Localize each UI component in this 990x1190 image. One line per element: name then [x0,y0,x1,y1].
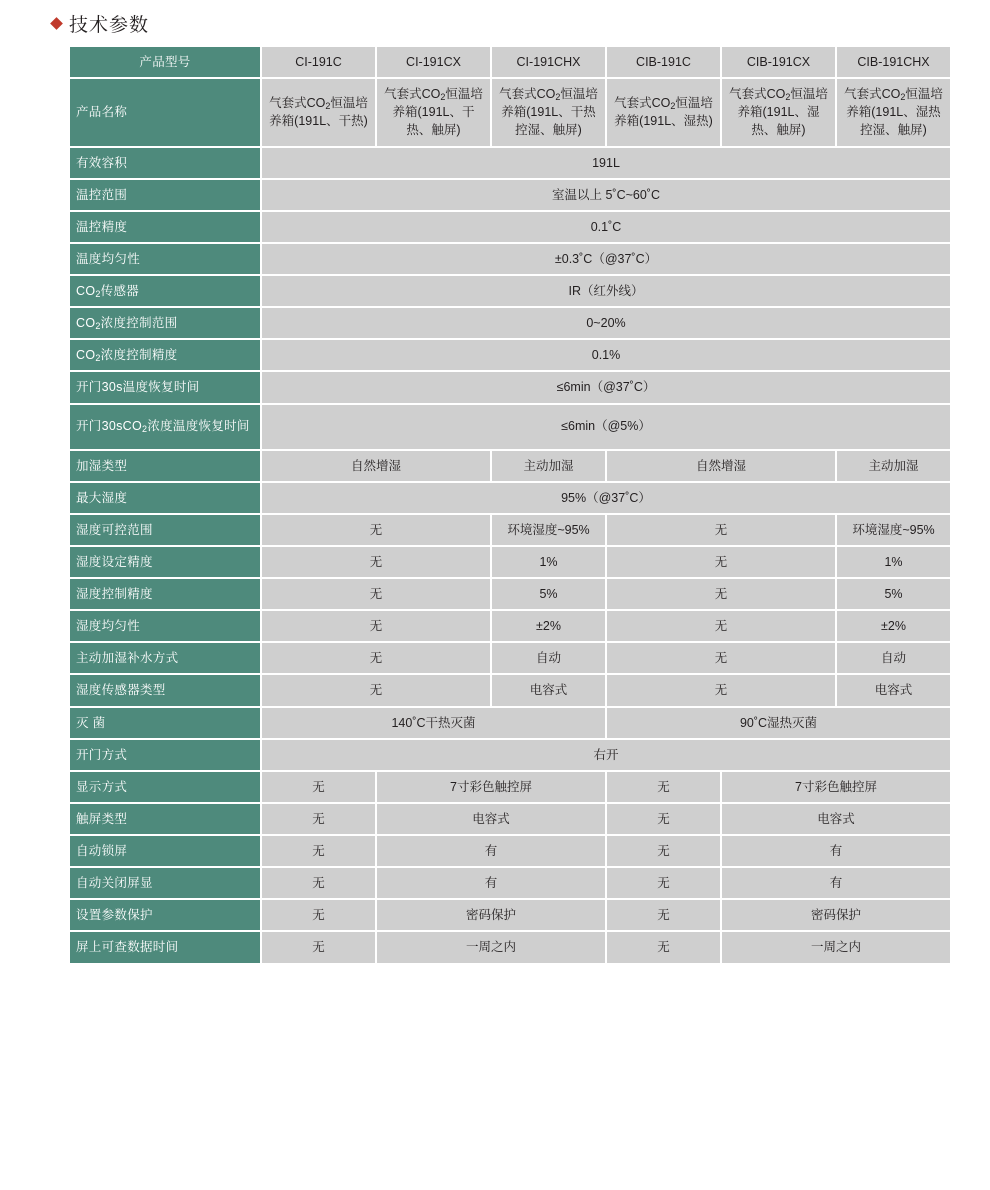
table-row [70,308,950,338]
row-label: $CO_2$传感器 [70,276,260,306]
cell-r24-c3: 无 [607,900,720,930]
row-label: 屏上可查数据时间 [70,932,260,962]
cell-r13-c1: 无 [262,547,490,577]
model-header-3: CI-191CHX [492,47,605,77]
cell-r13-c3: 无 [607,547,835,577]
cell-r23-c3: 无 [607,868,720,898]
cell-r16-c2: 自动 [492,643,605,673]
cell-r10-c3: 自然增湿 [607,451,835,481]
cell-r24-c4: 密码保护 [722,900,950,930]
cell-r23-c2: 有 [377,868,605,898]
table-row [70,276,950,306]
cell-r21-c4: 电容式 [722,804,950,834]
cell-r14-c2: 5% [492,579,605,609]
cell-r21-c3: 无 [607,804,720,834]
cell-r10-c1: 自然增湿 [262,451,490,481]
table-row [70,675,950,705]
page-title-label: 技术参数 [69,15,150,36]
row-label: 温控范围 [70,180,260,210]
table-row [70,611,950,641]
cell-r14-c4: 5% [837,579,950,609]
cell-r6-c1: 0~20% [262,308,950,338]
cell-r11-c1: 95%（@37˚C） [262,483,950,513]
table-row [70,868,950,898]
table-row [70,451,950,481]
cell-r25-c4: 一周之内 [722,932,950,962]
cell-r23-c1: 无 [262,868,375,898]
page-title [0,0,990,45]
cell-r20-c3: 无 [607,772,720,802]
table-row [70,804,950,834]
cell-r24-c1: 无 [262,900,375,930]
cell-r25-c1: 无 [262,932,375,962]
table-row [70,515,950,545]
model-header-5: CIB-191CX [722,47,835,77]
table-row [70,772,950,802]
row-label: 有效容积 [70,148,260,178]
row-label: 产品名称 [70,79,260,145]
cell-r12-c2: 环境湿度~95% [492,515,605,545]
cell-r15-c1: 无 [262,611,490,641]
cell-r21-c2: 电容式 [377,804,605,834]
table-row [70,340,950,370]
cell-r20-c2: 7寸彩色触控屏 [377,772,605,802]
row-label: 湿度可控范围 [70,515,260,545]
cell-r1-c1: 191L [262,148,950,178]
table-row [70,79,950,145]
row-label: 开门30s温度恢复时间 [70,372,260,402]
cell-r3-c1: 0.1˚C [262,212,950,242]
cell-r22-c4: 有 [722,836,950,866]
product-name-4: 气套式$CO_2$恒温培养箱(191L、湿热) [607,79,720,145]
row-label: 自动关闭屏显 [70,868,260,898]
row-label: 显示方式 [70,772,260,802]
cell-r15-c3: 无 [607,611,835,641]
row-label: 主动加湿补水方式 [70,643,260,673]
cell-r12-c4: 环境湿度~95% [837,515,950,545]
cell-r22-c2: 有 [377,836,605,866]
row-label: 温控精度 [70,212,260,242]
product-name-2: 气套式$CO_2$恒温培养箱(191L、干热、触屏) [377,79,490,145]
model-header-6: CIB-191CHX [837,47,950,77]
row-label: 开门方式 [70,740,260,770]
row-label: 最大湿度 [70,483,260,513]
cell-r9-c1: ≤6min（@5%） [262,405,950,449]
table-row [70,708,950,738]
table-row [70,836,950,866]
cell-r14-c1: 无 [262,579,490,609]
table-row [70,740,950,770]
cell-r23-c4: 有 [722,868,950,898]
product-name-6: 气套式$CO_2$恒温培养箱(191L、湿热控湿、触屏) [837,79,950,145]
row-label: $CO_2$浓度控制精度 [70,340,260,370]
model-header-4: CIB-191C [607,47,720,77]
cell-r15-c4: ±2% [837,611,950,641]
cell-r20-c4: 7寸彩色触控屏 [722,772,950,802]
cell-r4-c1: ±0.3˚C（@37˚C） [262,244,950,274]
cell-r10-c4: 主动加湿 [837,451,950,481]
cell-r16-c1: 无 [262,643,490,673]
cell-r13-c4: 1% [837,547,950,577]
table-row [70,900,950,930]
cell-r20-c1: 无 [262,772,375,802]
table-row [70,547,950,577]
cell-r7-c1: 0.1% [262,340,950,370]
row-label: 自动锁屏 [70,836,260,866]
row-label: 开门30sCO$_2$浓度温度恢复时间 [70,405,260,449]
cell-r17-c3: 无 [607,675,835,705]
table-row [70,148,950,178]
table-row [70,643,950,673]
row-label: 产品型号 [70,47,260,77]
cell-r2-c1: 室温以上 5˚C~60˚C [262,180,950,210]
product-name-1: 气套式$CO_2$恒温培养箱(191L、干热) [262,79,375,145]
cell-r25-c2: 一周之内 [377,932,605,962]
model-header-1: CI-191C [262,47,375,77]
table-row [70,47,950,77]
cell-r14-c3: 无 [607,579,835,609]
table-row [70,579,950,609]
cell-r10-c2: 主动加湿 [492,451,605,481]
table-row [70,212,950,242]
table-row [70,180,950,210]
cell-r12-c3: 无 [607,515,835,545]
spec-table-wrap [0,45,990,965]
table-row [70,932,950,962]
cell-r21-c1: 无 [262,804,375,834]
cell-r17-c4: 电容式 [837,675,950,705]
row-label: $CO_2$浓度控制范围 [70,308,260,338]
cell-r16-c3: 无 [607,643,835,673]
cell-r22-c3: 无 [607,836,720,866]
table-row [70,483,950,513]
cell-r8-c1: ≤6min（@37˚C） [262,372,950,402]
cell-r16-c4: 自动 [837,643,950,673]
row-label: 湿度传感器类型 [70,675,260,705]
cell-r15-c2: ±2% [492,611,605,641]
cell-r17-c1: 无 [262,675,490,705]
product-name-5: 气套式$CO_2$恒温培养箱(191L、湿热、触屏) [722,79,835,145]
row-label: 触屏类型 [70,804,260,834]
cell-r13-c2: 1% [492,547,605,577]
spec-table-body [70,47,950,963]
cell-r5-c1: IR（红外线） [262,276,950,306]
cell-r18-c1: 140˚C干热灭菌 [262,708,605,738]
row-label: 加湿类型 [70,451,260,481]
cell-r24-c2: 密码保护 [377,900,605,930]
cell-r25-c3: 无 [607,932,720,962]
table-row [70,405,950,449]
row-label: 湿度设定精度 [70,547,260,577]
row-label: 灭 菌 [70,708,260,738]
cell-r17-c2: 电容式 [492,675,605,705]
row-label: 设置参数保护 [70,900,260,930]
model-header-2: CI-191CX [377,47,490,77]
cell-r12-c1: 无 [262,515,490,545]
row-label: 温度均匀性 [70,244,260,274]
product-name-3: 气套式$CO_2$恒温培养箱(191L、干热控湿、触屏) [492,79,605,145]
cell-r18-c2: 90˚C湿热灭菌 [607,708,950,738]
cell-r22-c1: 无 [262,836,375,866]
row-label: 湿度均匀性 [70,611,260,641]
table-row [70,372,950,402]
row-label: 湿度控制精度 [70,579,260,609]
diamond-icon [50,17,63,30]
table-row [70,244,950,274]
cell-r19-c1: 右开 [262,740,950,770]
spec-table [68,45,952,965]
